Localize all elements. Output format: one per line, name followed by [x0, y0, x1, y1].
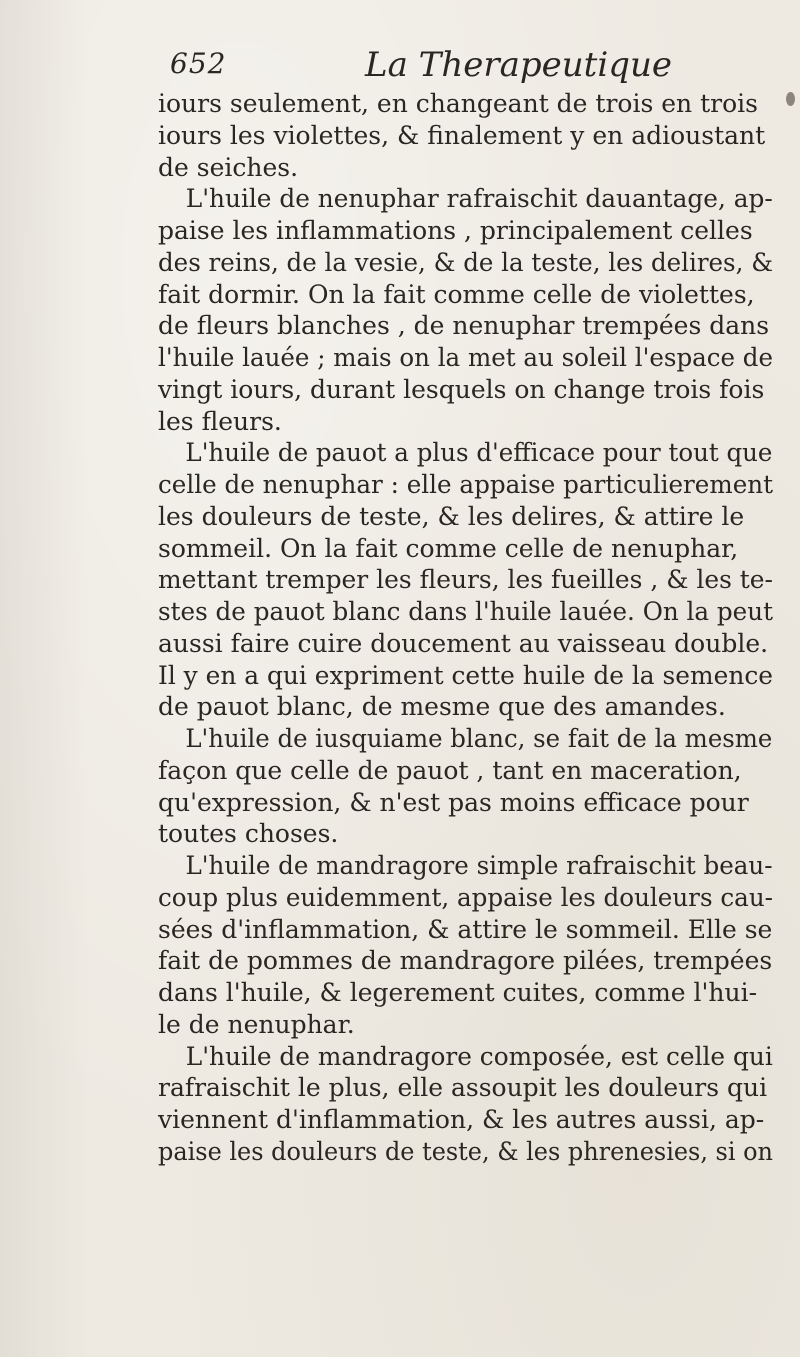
text-line: L'huile de iusquiame blanc, se fait de la mesme [185, 724, 773, 753]
text-line: viennent d'inflammation, & les autres aussi, ap- [158, 1105, 765, 1134]
text-line: des reins, de la vesie, & de la teste, les delires, & [158, 247, 774, 277]
text-line: L'huile de nenuphar rafraischit dauantage, ap- [185, 184, 773, 214]
text-line: iours seulement, en changeant de trois en trois [158, 89, 758, 118]
text-line: dans l'huile, & legerement cuites, comme l'hui- [158, 978, 758, 1007]
text-line: Il y en a qui expriment cette huile de la semence [158, 660, 773, 690]
page-number: 652 [170, 47, 227, 80]
ink-blot [786, 92, 795, 106]
text-line: paise les douleurs de teste, & les phrenesies, si on [158, 1136, 773, 1166]
text-line: iours les violettes, & finalement y en adioustant [158, 120, 766, 150]
text-line: vingt iours, durant lesquels on change trois fois [158, 374, 765, 404]
text-line: paise les inflammations , principalement celles [158, 216, 753, 245]
text-line: L'huile de pauot a plus d'efficace pour tout que [185, 438, 773, 468]
text-line: celle de nenuphar : elle appaise particulierement [158, 470, 774, 499]
text-line: mettant tremper les fleurs, les fueilles , & les te- [158, 565, 773, 595]
text-line: de pauot blanc, de mesme que des amandes. [158, 692, 726, 722]
page-gutter-shadow [0, 0, 90, 1357]
text-line: qu'expression, & n'est pas moins efficace pour [158, 787, 749, 817]
text-line: toutes choses. [158, 819, 339, 849]
text-line: de seiches. [158, 152, 299, 182]
text-line: le de nenuphar. [158, 1009, 355, 1039]
text-line: stes de pauot blanc dans l'huile lauée. On la peut [158, 597, 773, 626]
text-line: coup plus euidemment, appaise les douleurs cau- [158, 882, 773, 912]
running-title: La Therapeutique [365, 45, 672, 85]
text-line: L'huile de mandragore composée, est celle qui [185, 1041, 773, 1071]
text-line: sommeil. On la fait comme celle de nenuphar, [158, 533, 739, 563]
text-line: sées d'inflammation, & attire le sommeil. Elle se [158, 914, 773, 944]
text-line: fait de pommes de mandragore pilées, trempées [158, 946, 773, 976]
text-line: L'huile de mandragore simple rafraischit beau- [185, 851, 773, 880]
text-line: les douleurs de teste, & les delires, & attire le [158, 501, 745, 531]
text-line: aussi faire cuire doucement au vaisseau double. [158, 628, 769, 658]
text-line: les fleurs. [158, 406, 282, 436]
text-line: l'huile lauée ; mais on la met au soleil l'espace de [158, 343, 774, 372]
text-line: rafraischit le plus, elle assoupit les douleurs qui [158, 1073, 768, 1103]
text-line: de fleurs blanches , de nenuphar trempées dans [158, 311, 770, 341]
text-line: façon que celle de pauot , tant en maceration, [158, 755, 742, 785]
body-text [158, 88, 773, 1168]
text-line: fait dormir. On la fait comme celle de violettes, [158, 279, 755, 309]
